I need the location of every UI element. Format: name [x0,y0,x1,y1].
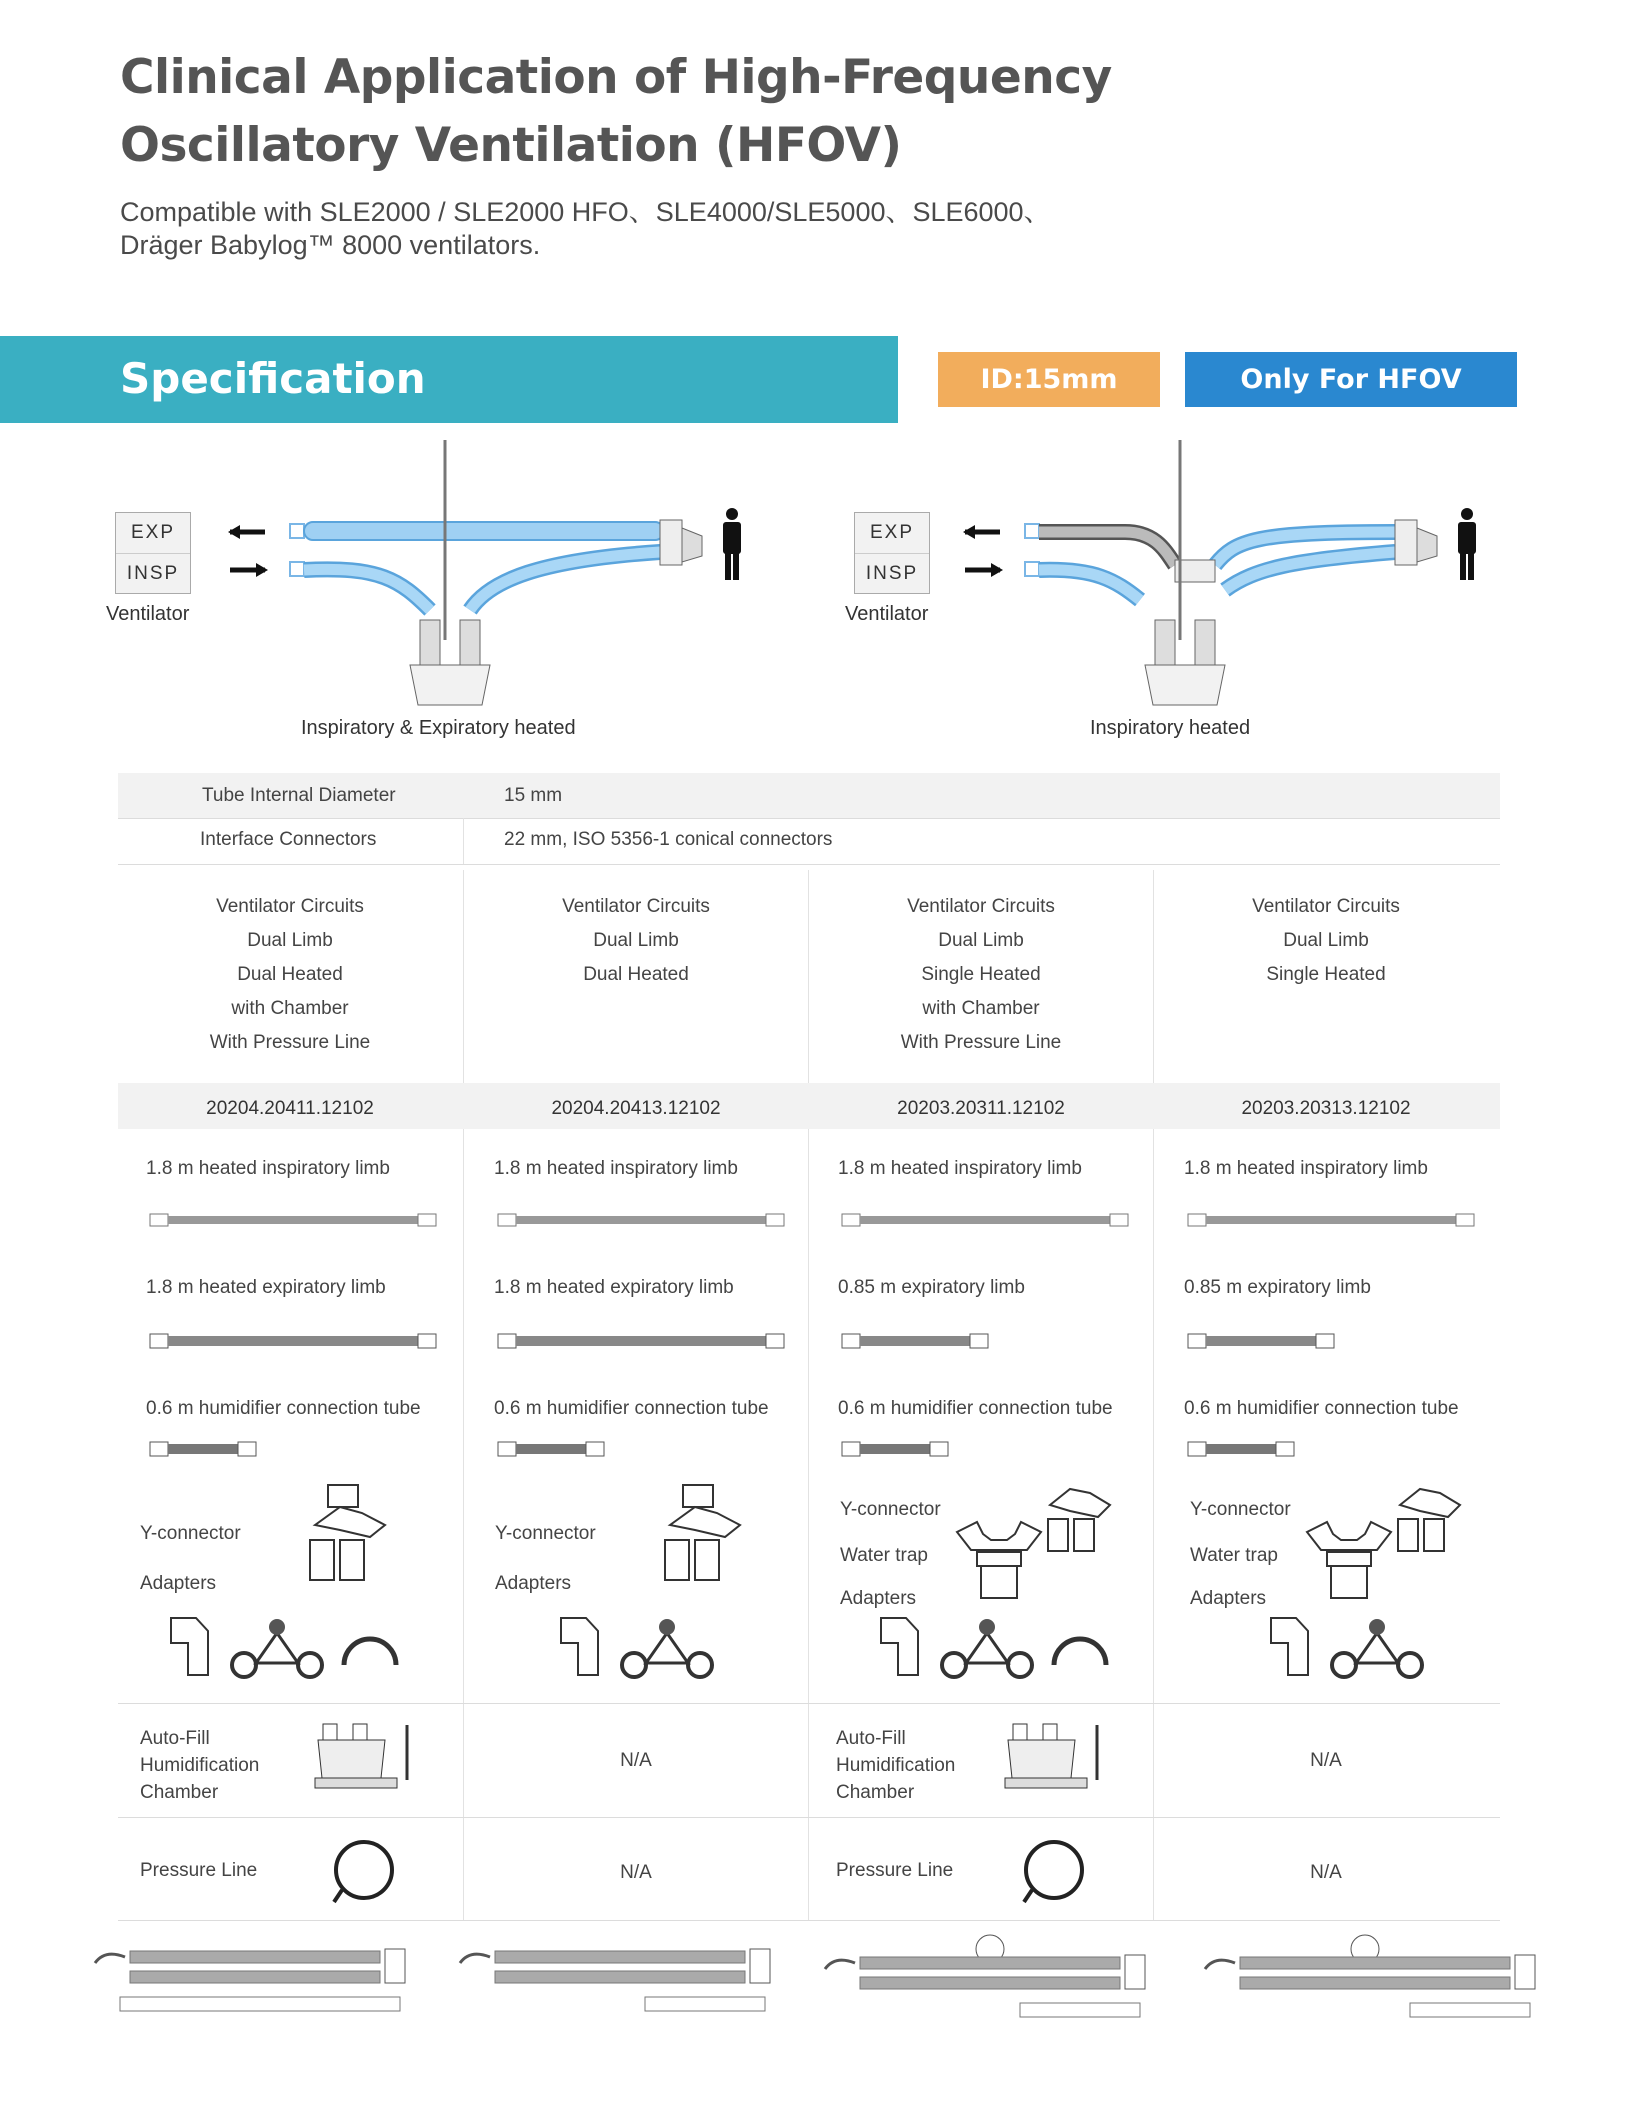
desc-line: with Chamber [922,998,1040,1019]
spec-row-connectors [118,819,1500,864]
chamber-not-applicable: N/A [620,1750,652,1771]
adapters-icon [166,1613,406,1683]
component-pressure-line: Pressure Line [140,1860,258,1881]
product-code: 20203.20311.12102 [897,1098,1065,1119]
tube-icon [498,1212,788,1228]
component-humid-tube: 0.6 m humidifier connection tube [1184,1398,1459,1419]
component-adapters: Adapters [495,1573,572,1594]
tube-icon [842,1212,1132,1228]
component-chamber: Auto-Fill Humidification Chamber [140,1728,260,1803]
desc-line: Single Heated [921,964,1041,985]
water-trap-icon [1305,1522,1395,1602]
tube-icon [842,1441,952,1457]
desc-line: Dual Heated [583,964,689,985]
humidification-chamber-icon [315,1720,420,1795]
component-y-connector: Y-connector [140,1523,241,1544]
desc-line: With Pressure Line [209,1032,371,1053]
component-insp-limb: 1.8 m heated inspiratory limb [146,1158,390,1179]
subtitle-line-2: Dräger Babylog™ 8000 ventilators. [120,230,541,260]
product-code: 20203.20313.12102 [1241,1098,1411,1119]
adapters-icon [1266,1613,1446,1683]
component-adapters: Adapters [1190,1588,1267,1609]
component-chamber: Auto-Fill Humidification Chamber [836,1728,956,1803]
kit-overview-illustration [1200,1935,1580,2035]
desc-line: Dual Limb [1283,930,1369,951]
specification-banner [0,336,898,423]
kit-overview-illustration [455,1935,795,2025]
exp-port-label: EXP [116,513,190,554]
diagram-caption-single-heated: Inspiratory heated [1090,717,1251,739]
component-humid-tube: 0.6 m humidifier connection tube [838,1398,1113,1419]
pressure-line-not-applicable: N/A [1310,1862,1342,1883]
tube-icon [150,1441,260,1457]
ventilator-box [854,512,930,594]
title-line-2: Oscillatory Ventilation (HFOV) [120,118,902,173]
y-connector-icon [1040,1475,1120,1555]
desc-line: Ventilator Circuits [562,896,710,917]
desc-line: Dual Limb [593,930,679,951]
page-title [120,44,1320,180]
component-adapters: Adapters [140,1573,217,1594]
desc-line: with Chamber [231,998,349,1019]
desc-line: With Pressure Line [900,1032,1062,1053]
tube-icon [150,1333,440,1349]
product-description [464,890,808,992]
spec-value: 15 mm [504,785,563,806]
product-description [809,890,1153,1060]
chamber-not-applicable: N/A [1310,1750,1342,1771]
insp-port-label: INSP [865,563,919,584]
product-description [118,890,462,1060]
component-y-connector: Y-connector [840,1499,941,1520]
tube-icon [498,1441,608,1457]
component-water-trap: Water trap [840,1545,928,1566]
diagram-caption-dual-heated: Inspiratory & Expiratory heated [301,717,576,739]
product-description [1154,890,1498,992]
component-exp-limb: 1.8 m heated expiratory limb [494,1277,734,1298]
ventilator-label: Ventilator [845,603,929,625]
ventilator-box [115,512,191,594]
component-water-trap: Water trap [1190,1545,1278,1566]
component-exp-limb: 1.8 m heated expiratory limb [146,1277,386,1298]
tube-icon [1188,1212,1478,1228]
component-insp-limb: 1.8 m heated inspiratory limb [494,1158,738,1179]
spec-row-diameter [118,773,1500,818]
pressure-line-icon [328,1838,400,1906]
spec-value: 22 mm, ISO 5356-1 conical connectors [504,829,833,850]
title-line-1: Clinical Application of High-Frequency [120,50,1112,105]
single-heated-circuit-illustration [955,440,1495,690]
id-badge: ID:15mm [938,352,1160,407]
y-connector-icon [1390,1475,1470,1555]
kit-overview-illustration [820,1935,1180,2035]
tube-icon [1188,1441,1298,1457]
component-adapters: Adapters [840,1588,917,1609]
compatibility-note [120,196,1320,262]
desc-line: Ventilator Circuits [907,896,1055,917]
component-insp-limb: 1.8 m heated inspiratory limb [838,1158,1082,1179]
desc-line: Ventilator Circuits [1252,896,1400,917]
desc-line: Dual Heated [237,964,343,985]
adapters-icon [876,1613,1116,1683]
component-y-connector: Y-connector [495,1523,596,1544]
kit-overview-illustration [90,1935,430,2025]
tube-icon [498,1333,788,1349]
component-pressure-line: Pressure Line [836,1860,954,1881]
product-code: 20204.20411.12102 [206,1098,374,1119]
dual-heated-circuit-illustration [220,440,760,690]
component-exp-limb: 0.85 m expiratory limb [838,1277,1025,1298]
exp-port-label: EXP [855,513,929,554]
spec-label: Tube Internal Diameter [202,785,396,806]
component-exp-limb: 0.85 m expiratory limb [1184,1277,1371,1298]
desc-line: Dual Limb [247,930,333,951]
hfov-badge: Only For HFOV [1185,352,1517,407]
insp-port-label: INSP [126,563,180,584]
component-humid-tube: 0.6 m humidifier connection tube [494,1398,769,1419]
pressure-line-icon [1018,1838,1090,1906]
component-insp-limb: 1.8 m heated inspiratory limb [1184,1158,1428,1179]
tube-icon [1188,1333,1338,1349]
y-connector-icon [655,1485,755,1585]
pressure-line-not-applicable: N/A [620,1862,652,1883]
spec-label: Interface Connectors [200,829,377,850]
specification-heading: Specification [120,354,426,403]
component-humid-tube: 0.6 m humidifier connection tube [146,1398,421,1419]
humidification-chamber-icon [1005,1720,1110,1795]
water-trap-icon [955,1522,1045,1602]
desc-line: Ventilator Circuits [216,896,364,917]
ventilator-label: Ventilator [106,603,190,625]
subtitle-line-1: Compatible with SLE2000 / SLE2000 HFO、SLE4000/SLE5000、SLE6000、 [120,197,1051,227]
product-code: 20204.20413.12102 [551,1098,721,1119]
adapters-icon [556,1613,736,1683]
tube-icon [150,1212,440,1228]
desc-line: Dual Limb [938,930,1024,951]
desc-line: Single Heated [1266,964,1386,985]
tube-icon [842,1333,992,1349]
component-y-connector: Y-connector [1190,1499,1291,1520]
y-connector-icon [300,1485,400,1585]
